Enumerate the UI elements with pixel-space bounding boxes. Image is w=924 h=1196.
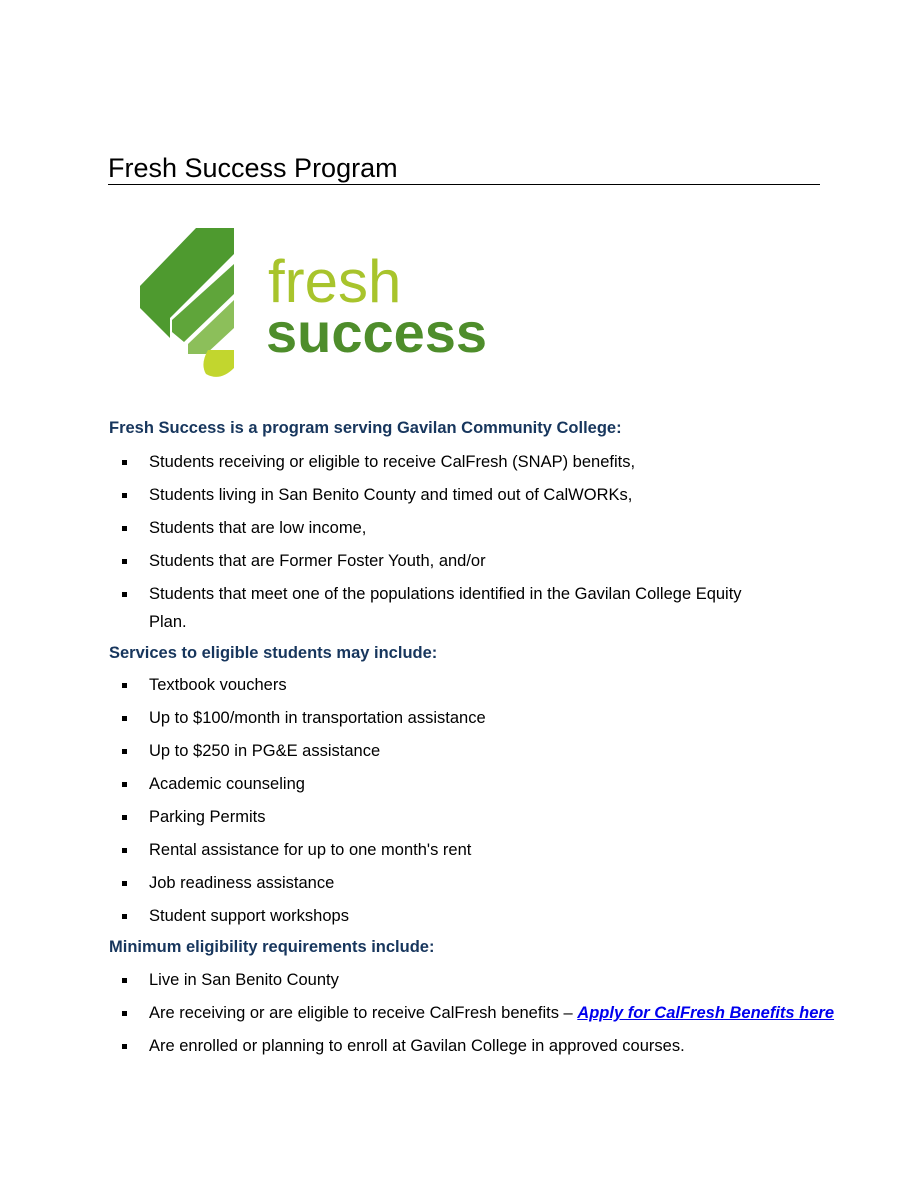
- section-heading-program: Fresh Success is a program serving Gavilan Community College:: [109, 419, 622, 437]
- list-item: [109, 671, 809, 699]
- section-heading-services: Services to eligible students may include:: [109, 644, 438, 662]
- list-item-text: Textbook vouchers: [149, 676, 287, 694]
- list-item-text: Students that meet one of the populations identified in the Gavilan College Equity Plan.: [149, 585, 742, 631]
- list-item-text: Up to $100/month in transportation assistance: [149, 709, 486, 727]
- bullet-icon: [122, 815, 127, 820]
- section-heading-eligibility: Minimum eligibility requirements include:: [109, 938, 435, 956]
- list-item-text: Students receiving or eligible to receive CalFresh (SNAP) benefits,: [149, 453, 636, 471]
- bullet-icon: [122, 914, 127, 919]
- bullet-icon: [122, 978, 127, 983]
- bullet-icon: [122, 716, 127, 721]
- program-bullet-list: [109, 448, 809, 636]
- page-title: Fresh Success Program: [108, 152, 820, 185]
- bullet-icon: [122, 881, 127, 886]
- services-bullet-list: [109, 671, 809, 930]
- bullet-icon: [122, 460, 127, 465]
- logo-word-fresh: fresh: [268, 248, 402, 315]
- bullet-icon: [122, 493, 127, 498]
- list-item: [109, 481, 809, 509]
- list-item: [109, 448, 809, 476]
- list-item: [109, 803, 809, 831]
- logo-lime-drop-shape: [203, 350, 234, 377]
- bullet-icon: [122, 1044, 127, 1049]
- list-item-text: Students that are Former Foster Youth, and/or: [149, 552, 486, 570]
- bullet-icon: [122, 749, 127, 754]
- bullet-icon: [122, 1011, 127, 1016]
- list-item-text: Academic counseling: [149, 775, 305, 793]
- bullet-icon: [122, 592, 127, 597]
- bullet-icon: [122, 683, 127, 688]
- list-item: [109, 704, 809, 732]
- list-item-text: Job readiness assistance: [149, 874, 335, 892]
- list-item-text: Rental assistance for up to one month's rent: [149, 841, 472, 859]
- apply-calfresh-link[interactable]: Apply for CalFresh Benefits here: [577, 1004, 835, 1022]
- list-item-text: Student support workshops: [149, 907, 349, 925]
- list-item: [109, 547, 809, 575]
- fresh-success-logo: [134, 224, 538, 380]
- list-item-text: Live in San Benito County: [149, 971, 339, 989]
- eligibility-bullet-list: [109, 966, 835, 1060]
- list-item: [109, 770, 809, 798]
- bullet-icon: [122, 782, 127, 787]
- list-item: [109, 514, 809, 542]
- list-item: [109, 966, 809, 994]
- bullet-icon: [122, 848, 127, 853]
- list-item-text: Are enrolled or planning to enroll at Gavilan College in approved courses.: [149, 1037, 685, 1055]
- list-item: [109, 869, 809, 897]
- list-item: [109, 580, 769, 636]
- list-item: [109, 737, 809, 765]
- list-item-text: Parking Permits: [149, 808, 266, 826]
- list-item-text: Up to $250 in PG&E assistance: [149, 742, 381, 760]
- list-item: [109, 902, 809, 930]
- list-item: [109, 1032, 809, 1060]
- bullet-icon: [122, 559, 127, 564]
- list-item-text: Are receiving or are eligible to receive CalFresh benefits –: [149, 1004, 578, 1022]
- list-item: [109, 999, 849, 1027]
- list-item-text: Students living in San Benito County and timed out of CalWORKs,: [149, 486, 633, 504]
- logo-word-success: success: [266, 301, 488, 364]
- list-item: [109, 836, 809, 864]
- list-item-text: Students that are low income,: [149, 519, 367, 537]
- bullet-icon: [122, 526, 127, 531]
